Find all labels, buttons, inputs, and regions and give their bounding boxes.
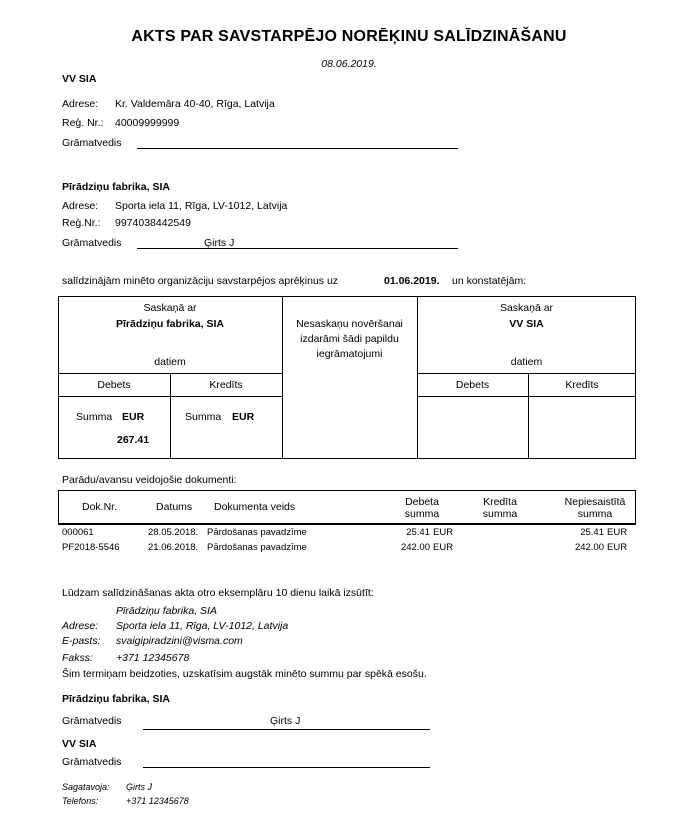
col-veids: Dokumenta veids: [214, 501, 296, 513]
party1-accountant-label: Grāmatvedis: [62, 137, 122, 149]
party2-accountant: Ģirts J: [204, 237, 235, 249]
party2-name: Pīrādziņu fabrika, SIA: [62, 181, 170, 193]
left-debet-value: 267.41: [117, 434, 150, 446]
party2-regnr: 9974038442549: [115, 217, 191, 229]
left-kredit-summa-label: Summa: [185, 411, 222, 423]
party2-regnr-label: Reģ.Nr.:: [62, 217, 101, 229]
col-kredita-2: summa: [482, 508, 518, 520]
row-type: Pārdošanas pavadzīme: [207, 542, 307, 553]
row-doknr: 000061: [62, 527, 94, 538]
left-header: Saskaņā ar: [143, 302, 197, 314]
party2-accountant-label: Grāmatvedis: [62, 237, 122, 249]
row-unassigned-currency: EUR: [607, 527, 628, 538]
document-date: 08.06.2019.: [321, 58, 377, 70]
statement-text: salīdzinājām minēto organizāciju savstarpējos aprēķinus uz: [62, 275, 339, 287]
right-header: Saskaņā ar: [499, 302, 554, 314]
row-unassigned-currency: EUR: [607, 542, 628, 553]
row-doknr: PF2018-5546: [62, 542, 120, 553]
docs-right-edge: [635, 490, 636, 524]
row-type: Pārdošanas pavadzīme: [207, 527, 307, 538]
request-email: svaigipiradzini@visma.com: [116, 635, 243, 647]
party2-address-label: Adrese:: [62, 200, 99, 212]
sig-party2-line: [143, 729, 430, 730]
docs-top-line: [58, 490, 636, 491]
request-text: Lūdzam salīdzināšanas akta otro eksemplāru 10 dienu laikā izsūtīt:: [62, 587, 374, 599]
docs-header-line: [58, 523, 636, 525]
party2-accountant-line: [137, 248, 458, 249]
sig-party2-name: Pīrādziņu fabrika, SIA: [62, 693, 170, 705]
request-email-label: E-pasts:: [62, 635, 101, 647]
request-fax: +371 12345678: [116, 652, 190, 664]
row-date: 21.06.2018.: [148, 542, 199, 553]
row-unassigned: 242.00: [574, 542, 604, 553]
party1-accountant-line: [137, 148, 458, 149]
middle-line-3: iegrāmatojumi: [316, 348, 383, 360]
col-doknr: Dok.Nr.: [82, 501, 118, 513]
table-hline-right-1: [417, 373, 636, 374]
party1-address: Kr. Valdemāra 40-40, Rīga, Latvija: [115, 98, 275, 110]
party1-regnr: 40009999999: [115, 117, 180, 129]
col-debeta-2: summa: [404, 508, 440, 520]
col-kredita-1: Kredīta: [483, 496, 517, 508]
row-debit: 25.41: [406, 527, 430, 538]
left-kredit-currency: EUR: [232, 411, 255, 423]
footer-phone-value: +371 12345678: [126, 796, 189, 806]
table-hline-right-2: [417, 396, 636, 397]
sig-party1-label: Grāmatvedis: [62, 756, 122, 768]
request-address: Sporta iela 11, Rīga, LV-1012, Latvija: [116, 620, 289, 632]
col-nepiesaistita-2: summa: [577, 508, 613, 520]
row-debit: 242.00: [400, 542, 430, 553]
col-datums: Datums: [156, 501, 193, 513]
request-deadline: Šim termiņam beidzoties, uzskatīsim augstāk minēto summu par spēkā esošu.: [62, 668, 427, 680]
docs-left-edge: [58, 490, 59, 524]
col-debeta-1: Debeta: [405, 496, 439, 508]
right-datiem: datiem: [510, 356, 543, 368]
request-address-label: Adrese:: [62, 620, 99, 632]
right-party: VV SIA: [509, 318, 544, 330]
request-company: Pīrādziņu fabrika, SIA: [116, 605, 217, 617]
row-date: 28.05.2018.: [148, 527, 199, 538]
right-kredits-header: Kredīts: [565, 379, 599, 391]
row-unassigned: 25.41: [580, 527, 604, 538]
left-debets-header: Debets: [97, 379, 131, 391]
party2-address: Sporta iela 11, Rīga, LV-1012, Latvija: [115, 200, 288, 212]
row-debit-currency: EUR: [433, 527, 454, 538]
document-title: AKTS PAR SAVSTARPĒJO NORĒĶINU SALĪDZINĀŠANU: [131, 28, 567, 45]
row-debit-currency: EUR: [433, 542, 454, 553]
party1-regnr-label: Reģ. Nr.:: [62, 117, 104, 129]
col-nepiesaistita-1: Nepiesaistītā: [564, 496, 626, 508]
footer-phone-label: Telefons:: [62, 796, 99, 806]
left-debet-currency: EUR: [122, 411, 145, 423]
left-kredits-header: Kredīts: [209, 379, 243, 391]
statement-date: 01.06.2019.: [384, 275, 440, 287]
left-party: Pīrādziņu fabrika, SIA: [116, 318, 224, 330]
sig-party1-line: [143, 767, 430, 768]
middle-line-2: izdarāmi šādi papildu: [300, 333, 399, 345]
sig-party2-signer: Ģirts J: [270, 715, 301, 727]
statement-suffix: un konstatējām:: [452, 275, 527, 287]
request-fax-label: Fakss:: [62, 652, 93, 664]
sig-party1-name: VV SIA: [62, 738, 97, 750]
left-debet-summa-label: Summa: [76, 411, 113, 423]
sig-party2-label: Grāmatvedis: [62, 715, 122, 727]
party1-address-label: Adrese:: [62, 98, 99, 110]
footer-prepared-label: Sagatavoja:: [62, 782, 110, 792]
middle-line-1: Nesaskaņu novēršanai: [296, 318, 403, 330]
left-datiem: datiem: [154, 356, 186, 368]
right-debets-header: Debets: [455, 379, 490, 391]
docs-heading: Parādu/avansu veidojošie dokumenti:: [62, 474, 237, 486]
party1-name: VV SIA: [62, 73, 97, 85]
footer-prepared-value: Ģirts J: [126, 782, 152, 792]
